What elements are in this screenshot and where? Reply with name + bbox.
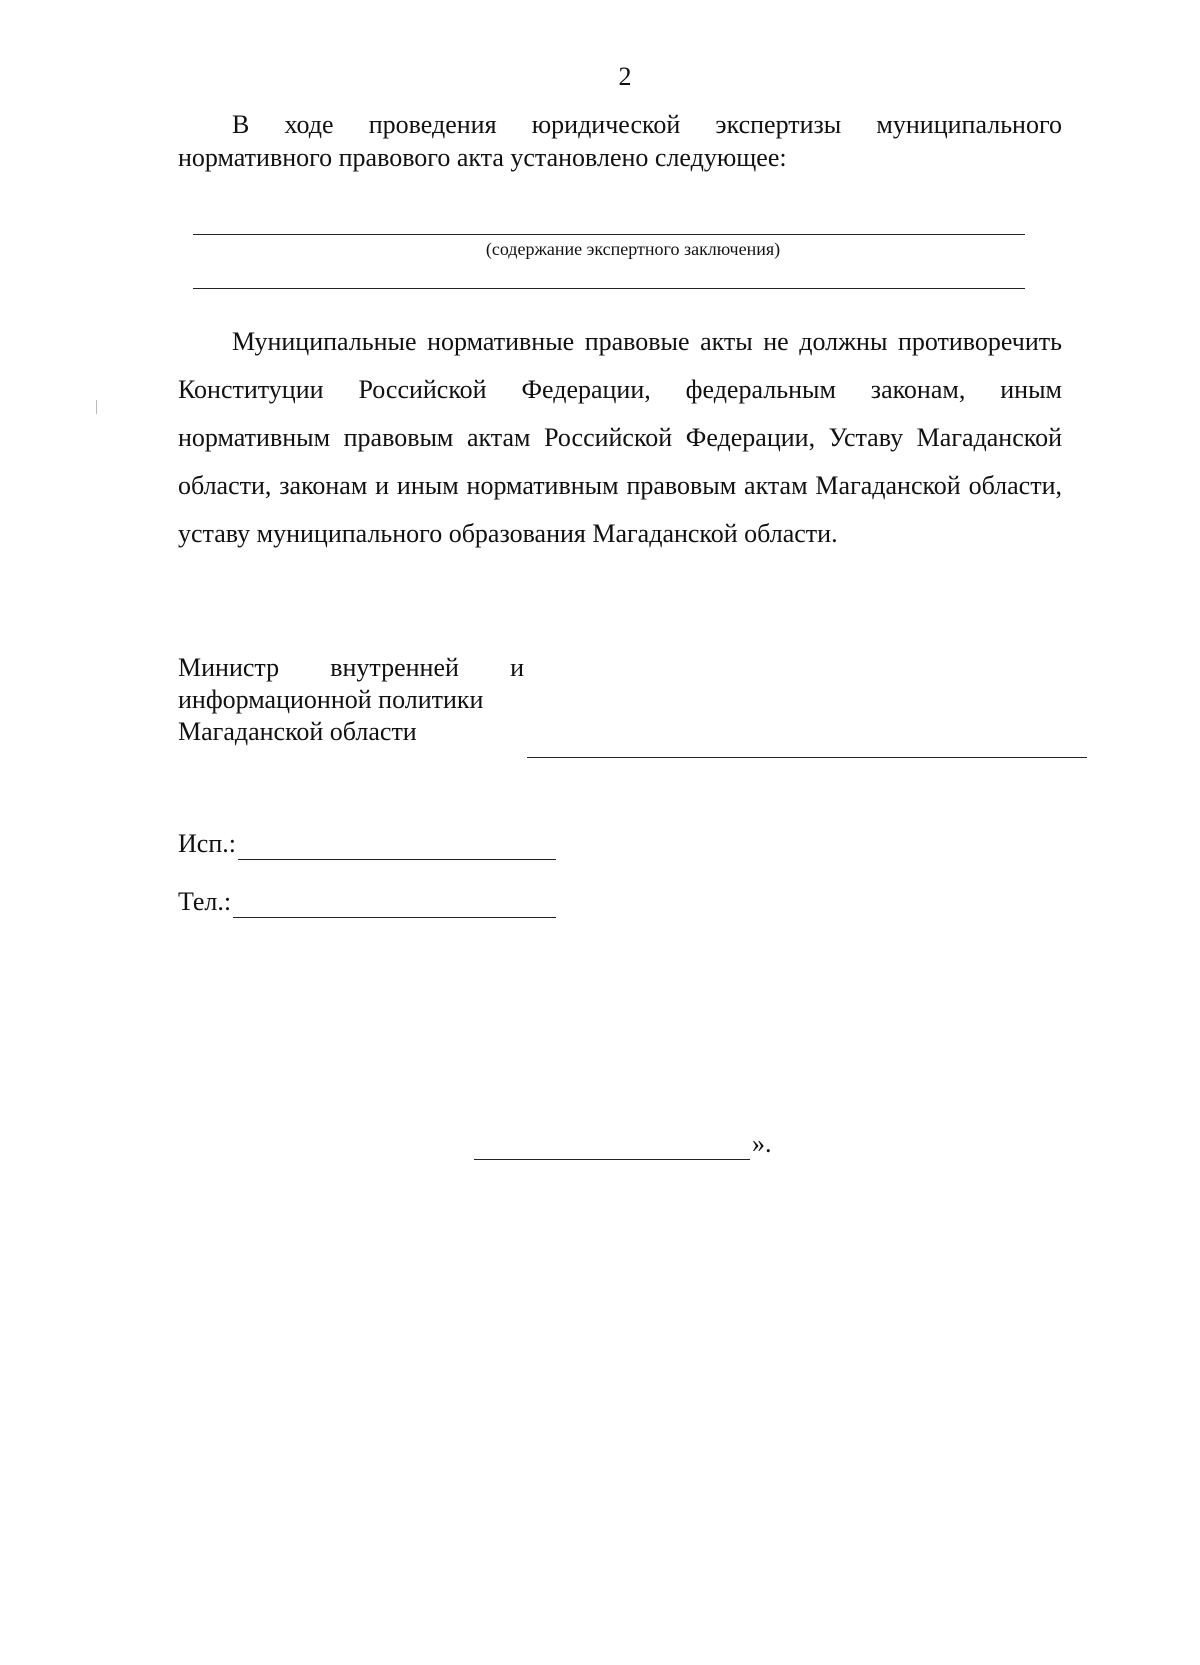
phone-label: Тел.:: [178, 887, 232, 916]
signer-title-word-1: Министр: [178, 653, 280, 682]
signer-title-word-2: внутренней: [330, 653, 459, 682]
intro-paragraph: В ходе проведения юридической экспертизы муниципального нормативного правового акта установлено следующее:: [178, 110, 1062, 172]
signer-line-3: Магаданской области: [178, 717, 417, 746]
conclusion-line-top: [193, 234, 1025, 235]
signer-block: [178, 652, 524, 748]
signature-line: [527, 757, 1087, 758]
phone-field: [178, 886, 556, 918]
executor-blank: [238, 833, 556, 860]
margin-mark: [96, 400, 97, 414]
signer-line-1: [178, 652, 524, 684]
closing-blank: [474, 1133, 750, 1160]
executor-field: [178, 828, 556, 860]
closing-mark: ».: [752, 1129, 772, 1158]
legal-requirements-paragraph: Муниципальные нормативные правовые акты не должны противоречить Конституции Российской Федерации, федеральным законам, иным нормативным правовым актам Российской Федерации, Уставу Магаданской области, законам и иным нормативным правовым актам Магаданской области, уставу муниципального образования Магаданской области.: [178, 327, 1062, 548]
conclusion-line-bottom: [193, 288, 1025, 289]
signer-title-word-3: и: [510, 653, 524, 682]
page-number: 2: [618, 62, 632, 91]
conclusion-caption: (содержание экспертного заключения): [485, 239, 781, 259]
signer-line-2: информационной политики: [178, 685, 484, 714]
phone-blank: [233, 891, 556, 918]
executor-label: Исп.:: [178, 829, 236, 858]
closing-line: [474, 1128, 772, 1160]
